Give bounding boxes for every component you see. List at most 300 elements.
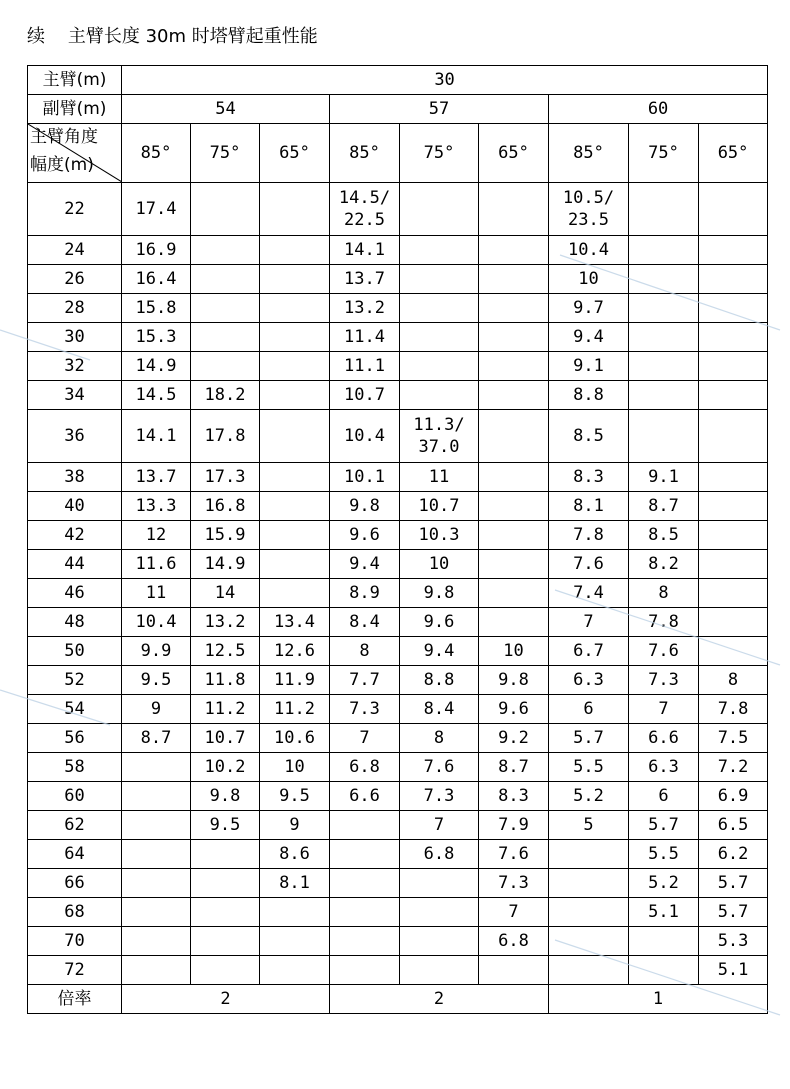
capacity-cell: 8.4 — [330, 608, 400, 637]
capacity-cell — [479, 236, 549, 265]
capacity-cell: 17.3 — [191, 463, 260, 492]
jib-value-57: 57 — [330, 95, 549, 124]
capacity-cell: 10.7 — [191, 724, 260, 753]
angle-header-cell: 65° — [479, 124, 549, 183]
capacity-cell — [260, 381, 330, 410]
capacity-cell: 8.7 — [479, 753, 549, 782]
capacity-cell: 14.1 — [330, 236, 400, 265]
capacity-cell: 6.8 — [479, 927, 549, 956]
radius-cell: 28 — [28, 294, 122, 323]
capacity-cell: 12 — [122, 521, 191, 550]
capacity-cell — [330, 927, 400, 956]
capacity-cell: 7 — [549, 608, 629, 637]
capacity-cell — [400, 381, 479, 410]
capacity-cell — [479, 463, 549, 492]
capacity-cell: 8 — [629, 579, 699, 608]
capacity-cell — [122, 782, 191, 811]
capacity-cell — [479, 323, 549, 352]
capacity-cell — [629, 265, 699, 294]
capacity-cell — [191, 265, 260, 294]
jib-row — [28, 95, 768, 124]
table-row — [28, 869, 768, 898]
capacity-cell: 17.8 — [191, 410, 260, 463]
capacity-cell — [191, 352, 260, 381]
capacity-cell: 6.6 — [330, 782, 400, 811]
capacity-cell: 13.7 — [122, 463, 191, 492]
capacity-cell — [629, 410, 699, 463]
radius-cell: 50 — [28, 637, 122, 666]
table-row — [28, 492, 768, 521]
radius-cell: 44 — [28, 550, 122, 579]
capacity-cell: 16.9 — [122, 236, 191, 265]
capacity-cell — [629, 236, 699, 265]
capacity-cell: 8.2 — [629, 550, 699, 579]
capacity-cell — [260, 956, 330, 985]
radius-cell: 34 — [28, 381, 122, 410]
capacity-cell: 6.3 — [549, 666, 629, 695]
capacity-cell — [479, 410, 549, 463]
capacity-cell: 7.2 — [699, 753, 768, 782]
angle-header-cell: 75° — [191, 124, 260, 183]
capacity-cell — [122, 956, 191, 985]
capacity-cell: 6 — [629, 782, 699, 811]
radius-cell: 66 — [28, 869, 122, 898]
capacity-cell — [400, 898, 479, 927]
angle-header-cell: 85° — [122, 124, 191, 183]
radius-cell: 68 — [28, 898, 122, 927]
table-row — [28, 323, 768, 352]
table-row — [28, 840, 768, 869]
capacity-cell — [479, 492, 549, 521]
main-boom-label: 主臂(m) — [28, 66, 122, 95]
radius-cell: 32 — [28, 352, 122, 381]
capacity-cell: 6 — [549, 695, 629, 724]
capacity-cell: 10 — [260, 753, 330, 782]
capacity-cell: 9.8 — [330, 492, 400, 521]
capacity-cell: 9 — [260, 811, 330, 840]
capacity-cell: 6.5 — [699, 811, 768, 840]
capacity-cell — [122, 898, 191, 927]
capacity-cell — [479, 381, 549, 410]
capacity-cell — [191, 840, 260, 869]
table-row — [28, 381, 768, 410]
radius-cell: 52 — [28, 666, 122, 695]
capacity-cell — [400, 927, 479, 956]
capacity-cell: 8.1 — [549, 492, 629, 521]
capacity-cell: 10 — [549, 265, 629, 294]
capacity-cell: 10.3 — [400, 521, 479, 550]
capacity-cell — [260, 352, 330, 381]
capacity-cell — [479, 608, 549, 637]
capacity-cell — [122, 869, 191, 898]
capacity-cell: 10.7 — [400, 492, 479, 521]
capacity-cell: 11 — [122, 579, 191, 608]
capacity-cell — [122, 840, 191, 869]
capacity-cell: 7.6 — [549, 550, 629, 579]
capacity-cell: 12.5 — [191, 637, 260, 666]
capacity-cell: 11.8 — [191, 666, 260, 695]
capacity-cell — [400, 265, 479, 294]
capacity-cell — [699, 183, 768, 236]
capacity-cell: 9.2 — [479, 724, 549, 753]
capacity-cell — [260, 579, 330, 608]
capacity-cell — [122, 927, 191, 956]
capacity-cell: 13.7 — [330, 265, 400, 294]
capacity-cell: 9.6 — [400, 608, 479, 637]
capacity-cell — [699, 637, 768, 666]
table-row — [28, 550, 768, 579]
radius-cell: 72 — [28, 956, 122, 985]
capacity-cell — [191, 898, 260, 927]
capacity-cell: 10.5/ 23.5 — [549, 183, 629, 236]
capacity-cell — [191, 869, 260, 898]
capacity-cell: 9.8 — [400, 579, 479, 608]
capacity-cell: 7.8 — [549, 521, 629, 550]
capacity-cell — [629, 381, 699, 410]
capacity-cell: 5.3 — [699, 927, 768, 956]
capacity-cell — [260, 410, 330, 463]
capacity-cell: 6.7 — [549, 637, 629, 666]
capacity-cell: 9.8 — [191, 782, 260, 811]
capacity-cell — [549, 927, 629, 956]
capacity-cell — [699, 521, 768, 550]
capacity-cell: 14 — [191, 579, 260, 608]
capacity-cell: 8.9 — [330, 579, 400, 608]
capacity-cell: 9.8 — [479, 666, 549, 695]
capacity-cell: 11.2 — [260, 695, 330, 724]
capacity-cell — [479, 956, 549, 985]
capacity-cell — [699, 492, 768, 521]
angle-label: 主臂角度 — [30, 127, 98, 147]
table-title: 续 主臂长度 30m 时塔臂起重性能 — [27, 26, 318, 47]
table-row — [28, 753, 768, 782]
capacity-cell: 11.3/ 37.0 — [400, 410, 479, 463]
angle-header-cell: 85° — [549, 124, 629, 183]
capacity-cell — [191, 927, 260, 956]
capacity-cell: 10.7 — [330, 381, 400, 410]
capacity-cell: 8.5 — [549, 410, 629, 463]
table-row — [28, 463, 768, 492]
capacity-cell — [629, 183, 699, 236]
capacity-cell — [699, 352, 768, 381]
reeving-value: 2 — [122, 985, 330, 1014]
table-row — [28, 666, 768, 695]
capacity-cell: 12.6 — [260, 637, 330, 666]
capacity-cell: 9.9 — [122, 637, 191, 666]
capacity-cell — [260, 265, 330, 294]
capacity-cell — [400, 294, 479, 323]
radius-cell: 70 — [28, 927, 122, 956]
capacity-cell: 10.4 — [549, 236, 629, 265]
capacity-cell: 7 — [400, 811, 479, 840]
capacity-cell: 8.7 — [122, 724, 191, 753]
capacity-cell: 6.8 — [400, 840, 479, 869]
capacity-cell — [629, 323, 699, 352]
angle-header-cell: 75° — [400, 124, 479, 183]
capacity-cell — [260, 927, 330, 956]
capacity-cell: 5.7 — [549, 724, 629, 753]
capacity-cell: 8 — [699, 666, 768, 695]
capacity-cell — [479, 265, 549, 294]
table-row — [28, 579, 768, 608]
capacity-cell: 9.4 — [400, 637, 479, 666]
capacity-cell: 15.9 — [191, 521, 260, 550]
capacity-cell: 8.3 — [549, 463, 629, 492]
capacity-cell — [699, 550, 768, 579]
capacity-cell — [479, 352, 549, 381]
capacity-cell — [699, 323, 768, 352]
table-row — [28, 956, 768, 985]
capacity-cell: 13.4 — [260, 608, 330, 637]
table-row — [28, 294, 768, 323]
capacity-cell: 9.5 — [122, 666, 191, 695]
capacity-cell: 5.2 — [629, 869, 699, 898]
radius-cell: 36 — [28, 410, 122, 463]
capacity-cell: 8.5 — [629, 521, 699, 550]
capacity-cell: 8.3 — [479, 782, 549, 811]
reeving-value: 1 — [549, 985, 768, 1014]
capacity-cell: 5.1 — [699, 956, 768, 985]
capacity-cell: 6.3 — [629, 753, 699, 782]
capacity-cell: 11.9 — [260, 666, 330, 695]
capacity-cell: 17.4 — [122, 183, 191, 236]
capacity-cell: 16.4 — [122, 265, 191, 294]
capacity-cell — [191, 323, 260, 352]
capacity-cell: 6.6 — [629, 724, 699, 753]
capacity-cell: 10.6 — [260, 724, 330, 753]
capacity-cell — [260, 323, 330, 352]
capacity-cell: 10 — [479, 637, 549, 666]
angle-header-cell: 75° — [629, 124, 699, 183]
capacity-cell: 7.5 — [699, 724, 768, 753]
capacity-cell — [400, 956, 479, 985]
capacity-cell — [330, 898, 400, 927]
radius-cell: 24 — [28, 236, 122, 265]
capacity-cell — [260, 463, 330, 492]
capacity-cell — [479, 294, 549, 323]
angle-header-cell: 65° — [699, 124, 768, 183]
capacity-cell — [260, 236, 330, 265]
capacity-cell: 14.5 — [122, 381, 191, 410]
capacity-cell: 7.3 — [479, 869, 549, 898]
jib-value-60: 60 — [549, 95, 768, 124]
capacity-cell: 11.2 — [191, 695, 260, 724]
reeving-value: 2 — [330, 985, 549, 1014]
capacity-cell: 8.8 — [549, 381, 629, 410]
capacity-cell — [191, 236, 260, 265]
capacity-cell — [549, 840, 629, 869]
table-row — [28, 637, 768, 666]
capacity-cell: 5.7 — [629, 811, 699, 840]
capacity-cell: 11.6 — [122, 550, 191, 579]
radius-cell: 48 — [28, 608, 122, 637]
capacity-cell — [479, 183, 549, 236]
radius-cell: 46 — [28, 579, 122, 608]
capacity-cell — [629, 352, 699, 381]
capacity-cell: 14.5/ 22.5 — [330, 183, 400, 236]
capacity-cell: 7 — [629, 695, 699, 724]
capacity-cell — [699, 608, 768, 637]
radius-cell: 22 — [28, 183, 122, 236]
capacity-cell: 7 — [330, 724, 400, 753]
capacity-cell — [479, 579, 549, 608]
capacity-cell — [549, 956, 629, 985]
capacity-cell — [260, 294, 330, 323]
capacity-cell: 8.8 — [400, 666, 479, 695]
capacity-cell — [699, 381, 768, 410]
capacity-cell: 9.6 — [330, 521, 400, 550]
capacity-cell: 7.3 — [330, 695, 400, 724]
capacity-cell: 7.6 — [629, 637, 699, 666]
capacity-cell: 9.7 — [549, 294, 629, 323]
jib-value-54: 54 — [122, 95, 330, 124]
capacity-cell — [122, 811, 191, 840]
diagonal-header-cell — [28, 124, 122, 183]
capacity-cell — [260, 492, 330, 521]
capacity-cell — [400, 352, 479, 381]
capacity-cell: 11 — [400, 463, 479, 492]
capacity-cell: 7.3 — [629, 666, 699, 695]
table-row — [28, 410, 768, 463]
capacity-cell: 13.2 — [330, 294, 400, 323]
table-row — [28, 265, 768, 294]
capacity-cell — [400, 183, 479, 236]
capacity-cell: 7.4 — [549, 579, 629, 608]
capacity-cell: 7.7 — [330, 666, 400, 695]
capacity-cell: 8.7 — [629, 492, 699, 521]
capacity-cell — [260, 898, 330, 927]
capacity-cell: 6.9 — [699, 782, 768, 811]
load-chart-table — [27, 65, 768, 1014]
capacity-cell — [330, 811, 400, 840]
capacity-cell: 8.4 — [400, 695, 479, 724]
capacity-cell: 9.6 — [479, 695, 549, 724]
capacity-cell: 9.5 — [260, 782, 330, 811]
capacity-cell — [629, 927, 699, 956]
capacity-cell: 10 — [400, 550, 479, 579]
capacity-cell: 14.9 — [191, 550, 260, 579]
capacity-cell — [549, 898, 629, 927]
table-row — [28, 352, 768, 381]
capacity-cell — [330, 840, 400, 869]
table-row — [28, 521, 768, 550]
table-row — [28, 236, 768, 265]
capacity-cell: 8.1 — [260, 869, 330, 898]
capacity-cell — [699, 463, 768, 492]
radius-cell: 42 — [28, 521, 122, 550]
capacity-cell — [260, 521, 330, 550]
table-row — [28, 183, 768, 236]
capacity-cell: 10.4 — [122, 608, 191, 637]
capacity-cell — [699, 236, 768, 265]
capacity-cell — [330, 869, 400, 898]
capacity-cell: 8.6 — [260, 840, 330, 869]
capacity-cell: 7.3 — [400, 782, 479, 811]
capacity-cell — [260, 183, 330, 236]
capacity-cell — [549, 869, 629, 898]
reeving-row — [28, 985, 768, 1014]
radius-cell: 54 — [28, 695, 122, 724]
capacity-cell: 14.1 — [122, 410, 191, 463]
capacity-cell: 14.9 — [122, 352, 191, 381]
capacity-cell: 8 — [400, 724, 479, 753]
angle-header-cell: 85° — [330, 124, 400, 183]
capacity-cell: 9.4 — [549, 323, 629, 352]
capacity-cell: 9.4 — [330, 550, 400, 579]
capacity-cell — [479, 550, 549, 579]
capacity-cell: 13.2 — [191, 608, 260, 637]
table-row — [28, 898, 768, 927]
capacity-cell: 5.2 — [549, 782, 629, 811]
table-row — [28, 608, 768, 637]
capacity-cell: 7.6 — [479, 840, 549, 869]
capacity-cell: 9 — [122, 695, 191, 724]
capacity-cell — [400, 323, 479, 352]
capacity-cell — [699, 294, 768, 323]
capacity-cell — [400, 869, 479, 898]
radius-cell: 62 — [28, 811, 122, 840]
capacity-cell: 7.6 — [400, 753, 479, 782]
capacity-cell: 9.1 — [629, 463, 699, 492]
capacity-cell — [699, 579, 768, 608]
capacity-cell — [629, 956, 699, 985]
radius-cell: 58 — [28, 753, 122, 782]
capacity-cell: 11.1 — [330, 352, 400, 381]
table-row — [28, 695, 768, 724]
capacity-cell: 10.4 — [330, 410, 400, 463]
capacity-cell: 7 — [479, 898, 549, 927]
capacity-cell — [699, 265, 768, 294]
capacity-cell — [191, 294, 260, 323]
radius-cell: 60 — [28, 782, 122, 811]
radius-cell: 26 — [28, 265, 122, 294]
capacity-cell: 10.2 — [191, 753, 260, 782]
capacity-cell: 15.3 — [122, 323, 191, 352]
jib-label: 副臂(m) — [28, 95, 122, 124]
capacity-cell: 11.4 — [330, 323, 400, 352]
capacity-cell — [699, 410, 768, 463]
capacity-cell: 13.3 — [122, 492, 191, 521]
capacity-cell: 7.8 — [699, 695, 768, 724]
capacity-cell — [260, 550, 330, 579]
angle-header-cell: 65° — [260, 124, 330, 183]
capacity-cell: 7.9 — [479, 811, 549, 840]
table-row — [28, 782, 768, 811]
capacity-cell — [629, 294, 699, 323]
capacity-cell — [400, 236, 479, 265]
angle-row — [28, 124, 768, 183]
capacity-cell: 9.5 — [191, 811, 260, 840]
main-boom-row — [28, 66, 768, 95]
main-boom-value: 30 — [122, 66, 768, 95]
capacity-cell: 5.7 — [699, 898, 768, 927]
radius-cell: 56 — [28, 724, 122, 753]
capacity-cell: 18.2 — [191, 381, 260, 410]
capacity-cell: 6.8 — [330, 753, 400, 782]
radius-label: 幅度(m) — [30, 155, 94, 175]
capacity-cell: 5.1 — [629, 898, 699, 927]
radius-cell: 30 — [28, 323, 122, 352]
capacity-cell: 9.1 — [549, 352, 629, 381]
table-row — [28, 811, 768, 840]
capacity-cell: 15.8 — [122, 294, 191, 323]
capacity-cell — [191, 183, 260, 236]
capacity-cell: 8 — [330, 637, 400, 666]
capacity-cell: 10.1 — [330, 463, 400, 492]
radius-cell: 38 — [28, 463, 122, 492]
table-row — [28, 724, 768, 753]
capacity-cell: 6.2 — [699, 840, 768, 869]
